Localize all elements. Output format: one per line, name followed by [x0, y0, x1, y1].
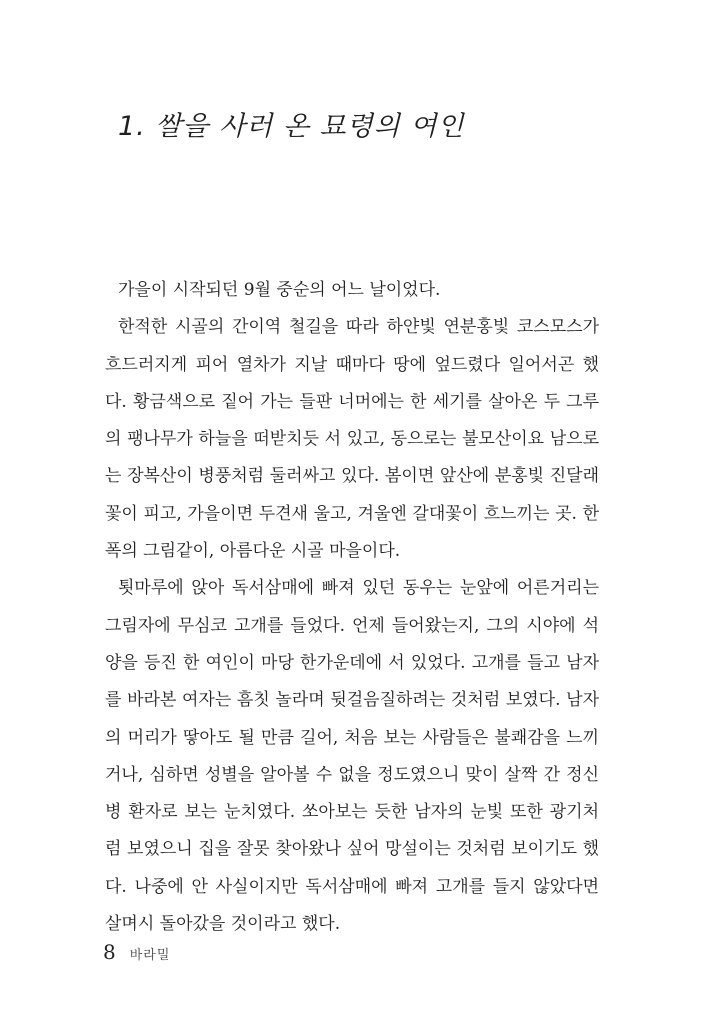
text-line: 폭의 그림같이, 아름다운 시골 마을이다.: [105, 541, 401, 562]
text-line: 양을 등진 한 여인이 마당 한가운데에 서 있었다. 고개를 들고 남자: [105, 652, 599, 673]
text-line: 럼 보였으니 집을 잘못 찾아왔나 싶어 망설이는 것처럼 보이기도 했: [105, 839, 599, 860]
text-line: 툇마루에 앉아 독서삼매에 빠져 있던 동우는 눈앞에 어른거리는: [118, 578, 599, 599]
text-line: 그림자에 무심코 고개를 들었다. 언제 들어왔는지, 그의 시야에 석: [105, 615, 599, 636]
text-line: 다. 나중에 안 사실이지만 독서삼매에 빠져 고개를 들지 않았다면: [105, 876, 599, 897]
text-line: 다. 황금색으로 짙어 가는 들판 너머에는 한 세기를 살아온 두 그루: [105, 391, 599, 412]
page-footer: [103, 940, 170, 964]
text-line: 의 팽나무가 하늘을 떠받치듯 서 있고, 동으로는 불모산이요 남으로: [105, 429, 599, 450]
text-line: 거나, 심하면 성별을 알아볼 수 없을 정도였으니 맞이 살짝 간 정신: [105, 764, 599, 785]
page-number: 8: [103, 940, 116, 964]
text-line: 는 장복산이 병풍처럼 둘러싸고 있다. 봄이면 앞산에 분홍빛 진달래: [105, 466, 599, 487]
book-title: 바라밀: [129, 948, 171, 963]
text-line: 의 머리가 땋아도 될 만큼 길어, 처음 보는 사람들은 불쾌감을 느끼: [105, 727, 599, 748]
text-line: 가을이 시작되던 9월 중순의 어느 날이었다.: [118, 280, 441, 300]
text-line: 한적한 시골의 간이역 철길을 따라 하얀빛 연분홍빛 코스모스가: [118, 317, 599, 338]
text-line: 꽃이 피고, 가을이면 두견새 울고, 겨울엔 갈대꽃이 흐느끼는 곳. 한: [105, 503, 599, 524]
body-text: [105, 272, 599, 943]
chapter-title: 1. 쌀을 사러 온 묘령의 여인: [118, 111, 465, 142]
text-line: 를 바라본 여자는 흠칫 놀라며 뒷걸음질하려는 것처럼 보였다. 남자: [105, 690, 599, 711]
text-line: 흐드러지게 피어 열차가 지날 때마다 땅에 엎드렸다 일어서곤 했: [105, 354, 599, 375]
text-line: 살며시 돌아갔을 것이라고 했다.: [105, 914, 341, 935]
text-line: 병 환자로 보는 눈치였다. 쏘아보는 듯한 남자의 눈빛 또한 광기처: [105, 802, 599, 823]
